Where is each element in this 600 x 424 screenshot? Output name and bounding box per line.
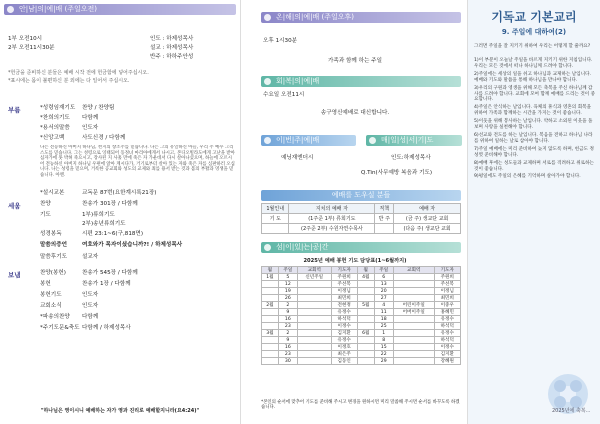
table-row: 9 유정수 8 하석덕 [262, 337, 461, 344]
table-row: 16 하석덕 18 유정수 [262, 316, 461, 323]
doctrine-paragraph: 3)우리의 구원과 영생을 위해 모든 축복을 주신 하나님께 감사를 드려야 합니다. 교회에 모여 함께 예배를 드리는 것이 중요합니다. [474, 85, 596, 103]
order-item: *설시교본 교독문 87번(요한계시록21장) [40, 190, 157, 196]
table-row: 3월 2 김지환 6월 1 유정수 [262, 330, 461, 337]
doctrine-subtitle: 9. 주일에 대하여(2) [501, 28, 567, 36]
order-item: *찬희의기도 다함께 [40, 115, 99, 121]
table-row: 26 최민희 27 최민희 [262, 295, 461, 302]
doctrine-paragraph: 1)이 부분이 오늘날 주일을 바르게 지키기 위한 지침입니다. 우리는 모든 것에서 떠나 하나님께 드려야 합니다. [474, 58, 593, 69]
wednesday-title: 회|복|의|예|배 [276, 77, 320, 85]
order-item: *주기도문&축도 다함께 / 하제성목사 [40, 325, 131, 331]
table-row: 기 도 (1주준 1부) 류희기도 반 주 (금 주) 생교단 교회 [262, 214, 461, 224]
order-item: 2부)송년류희기도 [82, 221, 126, 227]
doctrine-body [474, 58, 596, 182]
table-row: (2주준 2부) 수원자연수목사 (다음 주) 생교단 교회 [262, 224, 461, 234]
order-item: *신앙고백 사도신경 / 다함께 [40, 135, 126, 141]
bible-text: Q.Tin(사무예방 복음과 기도) [361, 170, 433, 176]
worship-title: 안|남|의|예|배 (주일오전) [19, 5, 97, 13]
duty-table [261, 203, 461, 234]
service-2-role: 설교 : 하제성목사 [150, 45, 194, 51]
table-row: 12 주선복 13 주선복 [262, 281, 461, 288]
order-item: *성령임재기도 찬양 / 찬양팀 [40, 105, 115, 111]
leaf-icon [264, 78, 271, 85]
order-item: 교회소식 인도자 [40, 303, 99, 309]
order-item: *용서의말씀 인도자 [40, 125, 99, 131]
order-item: 성경봉독 시편 23:1~6(구,818면) [40, 231, 144, 237]
table-row: 1월 5 신년주일 주원희 4월 6 주원희 [262, 274, 461, 281]
doctrine-paragraph: 7)주일 예배에는 미리 준비하여 늦지 않도록 하며, 헌금도 정성껏 준비해야 합니다. [474, 146, 594, 158]
leaf-icon [264, 244, 271, 251]
order-item: 기도 1부)류희기도 [40, 212, 115, 218]
bible-title-bar [366, 135, 462, 146]
doctrine-paragraph: 2)주일에는 세상의 일을 쉬고 하나님과 교제하는 날입니다. 예배와 기도와 말씀을 통해 하나님을 만나야 합니다. [474, 71, 592, 83]
table-row: 9 유정수 11 어버이주일 홍혜민 [262, 309, 461, 316]
section-call-label: 부름 [8, 106, 21, 114]
doctrine-header [474, 8, 594, 42]
service-helpers-title-bar [261, 190, 461, 201]
order-item: 말씀의증언 여호와가 목자이셨습니까?! / 하제성목사 [40, 242, 183, 248]
table-row: 1월인내 지치의 예배 자 직책 예배 자 [262, 204, 461, 214]
afternoon-title-bar [261, 12, 461, 23]
section-send-label: 보냄 [8, 271, 21, 279]
doctrine-footer: 2025년에 축복... [552, 408, 591, 414]
leaf-icon [7, 6, 14, 13]
schedule-note: *본인의 순서에 맞추어 기도를 준비해 주시고 변경을 원하시면 미리 말씀해 주시면 순서를 바꾸도록 하겠습니다. [261, 400, 460, 411]
order-item: 말씀후기도 설교자 [40, 254, 99, 260]
leaf-icon [369, 137, 376, 144]
table-row: 2월 2 전현정 5월 4 어린이주일 이중우 [262, 302, 461, 309]
service-1: 1부 오전10시 [8, 36, 43, 42]
info-panel [240, 0, 468, 424]
order-item: 봉헌기도 인도자 [40, 292, 99, 298]
schedule-table [261, 266, 461, 365]
afternoon-time: 오후 1시30분 [263, 38, 298, 44]
schedule-caption: 2025년 예배 봉헌 기도 담당표(1~6월까지) [303, 258, 407, 264]
doctrine-intro: 그러면 주일을 잘 지키기 위하여 우리는 어떻게 할 줄까요? [474, 44, 591, 49]
week-text-2: 인도:하제성목사 [391, 155, 431, 161]
table-row: 월 주일 교회역 기도자 월 주일 교회역 기도자 [262, 267, 461, 274]
order-item: 찬양 찬송가 301장 / 다함께 [40, 201, 138, 207]
table-row: 23 이정수 25 하석덕 [262, 323, 461, 330]
afternoon-desc: 가족과 함께 하는 주일 [328, 58, 382, 64]
leaf-icon [264, 14, 271, 21]
doctrine-paragraph: 4)주일은 안식하는 날입니다. 육체의 휴식과 영혼의 회복을 위하여 가족과 함께하는 시간을 가지는 것이 좋습니다. [474, 105, 592, 117]
doctrine-paragraph: 8)예배 후에는 성도들과 교제하며 서로를 격려하고 위로하는 것이 좋습니다. [474, 160, 594, 172]
doctrine-paragraph: 6)선교와 전도를 하는 날입니다. 복음을 전하고 하나님 나라를 위하여 일하는 날로 삼아야 합니다. [474, 132, 593, 144]
bible-title: 매|일|성|서|기|도 [381, 136, 434, 144]
doctrine-paragraph: 9)평일에도 주일의 은혜를 기억하며 살아가야 합니다. [474, 174, 581, 180]
worship-title-bar [4, 4, 236, 15]
apostles-creed: 나는 전능하신 아버지 하나님, 천지의 창조주를 믿습니다. 나는 그의 유일하신 아들, 우리 주 예수 그리스도를 믿습니다. 그는 성령으로 잉태되어 동정녀 마리아에게서 나시고, 본디오빌라도에게 고난을 받아 십자가에 못 박혀 죽으시고, 장사된 지 사흘 만에 죽은 자 가운데서 다시 살아나셨으며, 하늘에 오르시어 전능하신 아버지 하나님 우편에 앉아 계시다가, 거기로부터 살아 있는 자와 죽은 자를 심판하러 오십니다. 나는 성령을 믿으며, 거룩한 공교회와 성도의 교제와 죄를 용서 받는 것과 몸의 부활과 영생을 믿습니다. 아멘. [40, 145, 235, 178]
service-1-role: 인도 : 하제성목사 [150, 36, 194, 42]
table-row: 16 이정호 15 이정수 [262, 344, 461, 351]
wednesday-time: 수요일 오전11시 [263, 92, 305, 98]
week-title-bar [261, 135, 356, 146]
section-raise-label: 세움 [8, 202, 21, 210]
table-row: 23 최은주 22 김지환 [262, 351, 461, 358]
worship-panel [0, 0, 240, 424]
doctrine-paragraph: 5)이웃을 위해 봉사하는 날입니다. 약하고 소외된 이웃을 돌보며 사랑을 실천해야 합니다. [474, 119, 593, 131]
doctrine-title: 기독교 기본교리 [491, 10, 577, 24]
order-item: 봉헌 찬송가 1장 / 다함께 [40, 281, 131, 287]
wednesday-title-bar [261, 76, 461, 87]
afternoon-title: 온|해|의|예|배 (주일오후) [276, 13, 354, 21]
table-row: 30 김동인 29 강혜원 [262, 358, 461, 365]
schedule-title: 섬|이|있|는|공|간 [276, 243, 329, 251]
wednesday-desc: 송구영신예배로 대신합니다. [320, 110, 390, 116]
note-1: *헌금을 준비하신 분들은 예배 시작 전에 헌금함에 넣어주십시오. [8, 70, 149, 76]
order-item: *파송의찬양 다함께 [40, 314, 99, 320]
table-row: 19 이정님 20 이정님 [262, 288, 461, 295]
note-2: *표시에는 몸이 불편하신 분 외에는 다 일어서 주십시오. [8, 78, 130, 84]
service-2: 2부 오전11시30분 [8, 45, 55, 51]
footer-verse: "하나님은 영이시니 예배하는 자가 영과 진리로 예배할지니라(요4:24)" [40, 408, 200, 414]
week-text: 예닝재엔더시 [281, 155, 314, 161]
order-item: 찬양(봉헌) 찬송가 545장 / 다함께 [40, 270, 138, 276]
leaf-icon [264, 137, 271, 144]
schedule-title-bar [261, 242, 461, 253]
week-title: 이|번|주|예|배 [276, 136, 320, 144]
doctrine-panel [468, 0, 600, 424]
service-helpers-title: 예배를 도우실 분들 [331, 191, 391, 199]
service-3-role: 반주 : 하하주안성 [150, 54, 194, 60]
